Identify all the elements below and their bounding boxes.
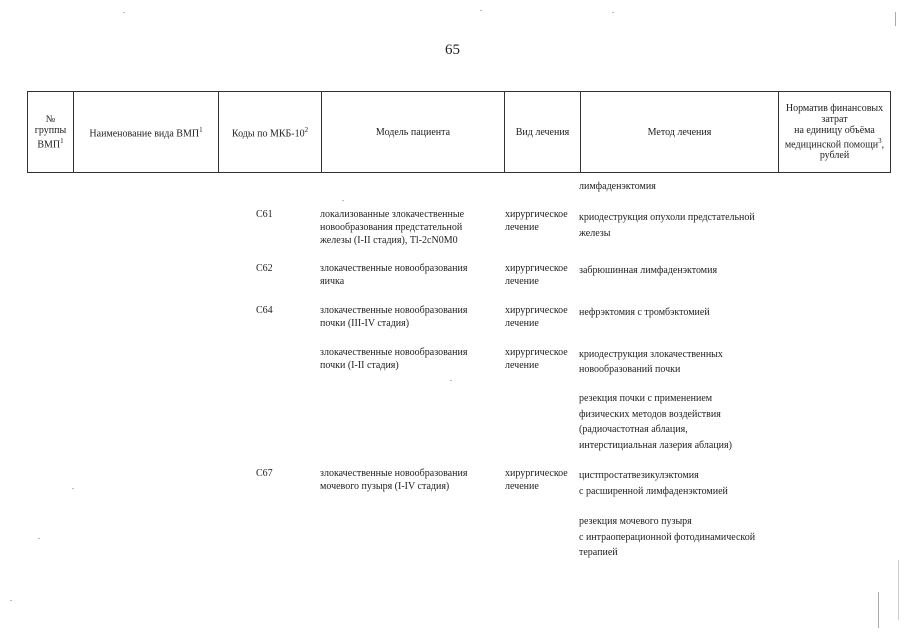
method-line: (радиочастотная аблация, xyxy=(579,424,688,435)
model-line: новообразования предстательной xyxy=(320,222,463,233)
scan-speck xyxy=(10,600,12,601)
method-line: с расширенной лимфаденэктомией xyxy=(579,486,728,497)
scan-speck xyxy=(72,488,74,489)
header-vmp-name-label: Наименование вида ВМП xyxy=(89,128,200,140)
footnote-mark: 1 xyxy=(60,136,64,145)
method-line: цистпростатвезикулэктомия xyxy=(579,470,699,481)
header-group-number-line1: № xyxy=(45,113,56,125)
footnote-mark: 3 xyxy=(878,136,882,145)
method-cell xyxy=(579,468,784,500)
header-financial-norm-line3: на единицу объёма xyxy=(794,124,875,136)
header-patient-model xyxy=(322,92,505,173)
treatment-type-cell xyxy=(505,346,577,372)
method-line: железы xyxy=(579,228,611,239)
method-cell xyxy=(579,514,784,561)
header-icd-codes-label: Коды по МКБ-10 xyxy=(231,128,305,140)
method-cell xyxy=(579,210,784,242)
patient-model-cell xyxy=(320,262,502,288)
table-header xyxy=(27,91,891,173)
scan-speck xyxy=(38,538,40,539)
type-line: хирургическое xyxy=(505,468,568,479)
scan-edge-mark xyxy=(878,592,879,628)
icd-code: C62 xyxy=(256,263,273,274)
header-group-number-line2: группы xyxy=(34,124,67,136)
patient-model-cell xyxy=(320,304,502,330)
method-line: интерстициальная лазерия аблация) xyxy=(579,439,732,451)
treatment-type-cell xyxy=(505,262,577,288)
method-line: лимфаденэктомия xyxy=(579,181,656,192)
model-line: яичка xyxy=(320,276,345,287)
header-financial-norm-line5: , рублей xyxy=(819,139,885,162)
type-line: лечение xyxy=(505,222,539,233)
header-treatment-type-label: Вид лечения xyxy=(515,126,570,138)
header-treatment-method xyxy=(581,92,779,173)
icd-code: C67 xyxy=(256,468,273,479)
scan-speck xyxy=(612,12,614,13)
header-vmp-name xyxy=(74,92,219,173)
header-patient-model-label: Модель пациента xyxy=(375,126,451,138)
header-treatment-method-label: Метод лечения xyxy=(647,126,712,138)
model-line: злокачественные новообразования xyxy=(320,305,468,316)
model-line: злокачественные новообразования xyxy=(320,468,468,479)
method-line: нефрэктомия с тромбэктомией xyxy=(579,307,710,318)
header-financial-norm-line1: Норматив финансовых xyxy=(785,102,884,114)
scan-speck xyxy=(480,10,482,11)
patient-model-cell xyxy=(320,346,502,372)
method-line: физических методов воздействия xyxy=(579,408,721,420)
model-line: мочевого пузыря (I-IV стадия) xyxy=(320,481,450,492)
method-cell xyxy=(579,264,784,277)
patient-model-cell xyxy=(320,208,502,247)
footnote-mark: 1 xyxy=(199,125,203,134)
treatment-type-cell xyxy=(505,467,577,493)
method-line: криодеструкция злокачественных xyxy=(579,349,723,360)
type-line: хирургическое xyxy=(505,305,568,316)
icd-code: C61 xyxy=(256,209,273,220)
method-line: с интраоперационной фотодинамической xyxy=(579,531,756,543)
header-group-number xyxy=(28,92,74,173)
scan-speck xyxy=(123,12,125,13)
type-line: лечение xyxy=(505,360,539,371)
type-line: хирургическое xyxy=(505,347,568,358)
type-line: хирургическое xyxy=(505,263,568,274)
model-line: железы (I-II стадия), Tl-2cN0M0 xyxy=(320,235,458,246)
method-cell xyxy=(579,306,784,319)
header-group-number-line3: ВМП xyxy=(37,139,61,151)
treatment-type-cell xyxy=(505,304,577,330)
method-line: криодеструкция опухоли предстательной xyxy=(579,212,755,223)
type-line: лечение xyxy=(505,318,539,329)
type-line: лечение xyxy=(505,481,539,492)
icd-code: C64 xyxy=(256,305,273,316)
model-line: почки (I-II стадия) xyxy=(320,360,399,371)
scan-edge-mark xyxy=(898,560,899,620)
scan-speck xyxy=(342,200,344,201)
footnote-mark: 2 xyxy=(304,125,309,134)
model-line: злокачественные новообразования xyxy=(320,347,468,358)
scan-edge-mark xyxy=(895,12,896,26)
method-line: новообразований почки xyxy=(579,364,681,375)
method-line: резекция мочевого пузыря xyxy=(579,516,692,527)
model-line: почки (III-IV стадия) xyxy=(320,318,410,329)
method-cell xyxy=(579,180,784,193)
header-financial-norm-line2: затрат xyxy=(821,113,848,125)
type-line: лечение xyxy=(505,276,539,287)
method-line: терапией xyxy=(579,547,618,558)
treatment-type-cell xyxy=(505,208,577,234)
model-line: злокачественные новообразования xyxy=(320,263,468,274)
header-financial-norm-line4: медицинской помощи xyxy=(784,139,879,151)
header-icd-codes xyxy=(219,92,322,173)
model-line: локализованные злокачественные xyxy=(320,209,465,220)
type-line: хирургическое xyxy=(505,209,568,220)
method-line: забрюшинная лимфаденэктомия xyxy=(579,265,718,276)
method-cell xyxy=(579,347,784,377)
scan-speck xyxy=(450,380,452,381)
method-cell xyxy=(579,391,784,453)
header-treatment-type xyxy=(505,92,581,173)
patient-model-cell xyxy=(320,467,502,493)
page-number: 65 xyxy=(445,42,460,58)
method-line: резекция почки с применением xyxy=(579,393,713,404)
header-financial-norm xyxy=(779,92,891,173)
